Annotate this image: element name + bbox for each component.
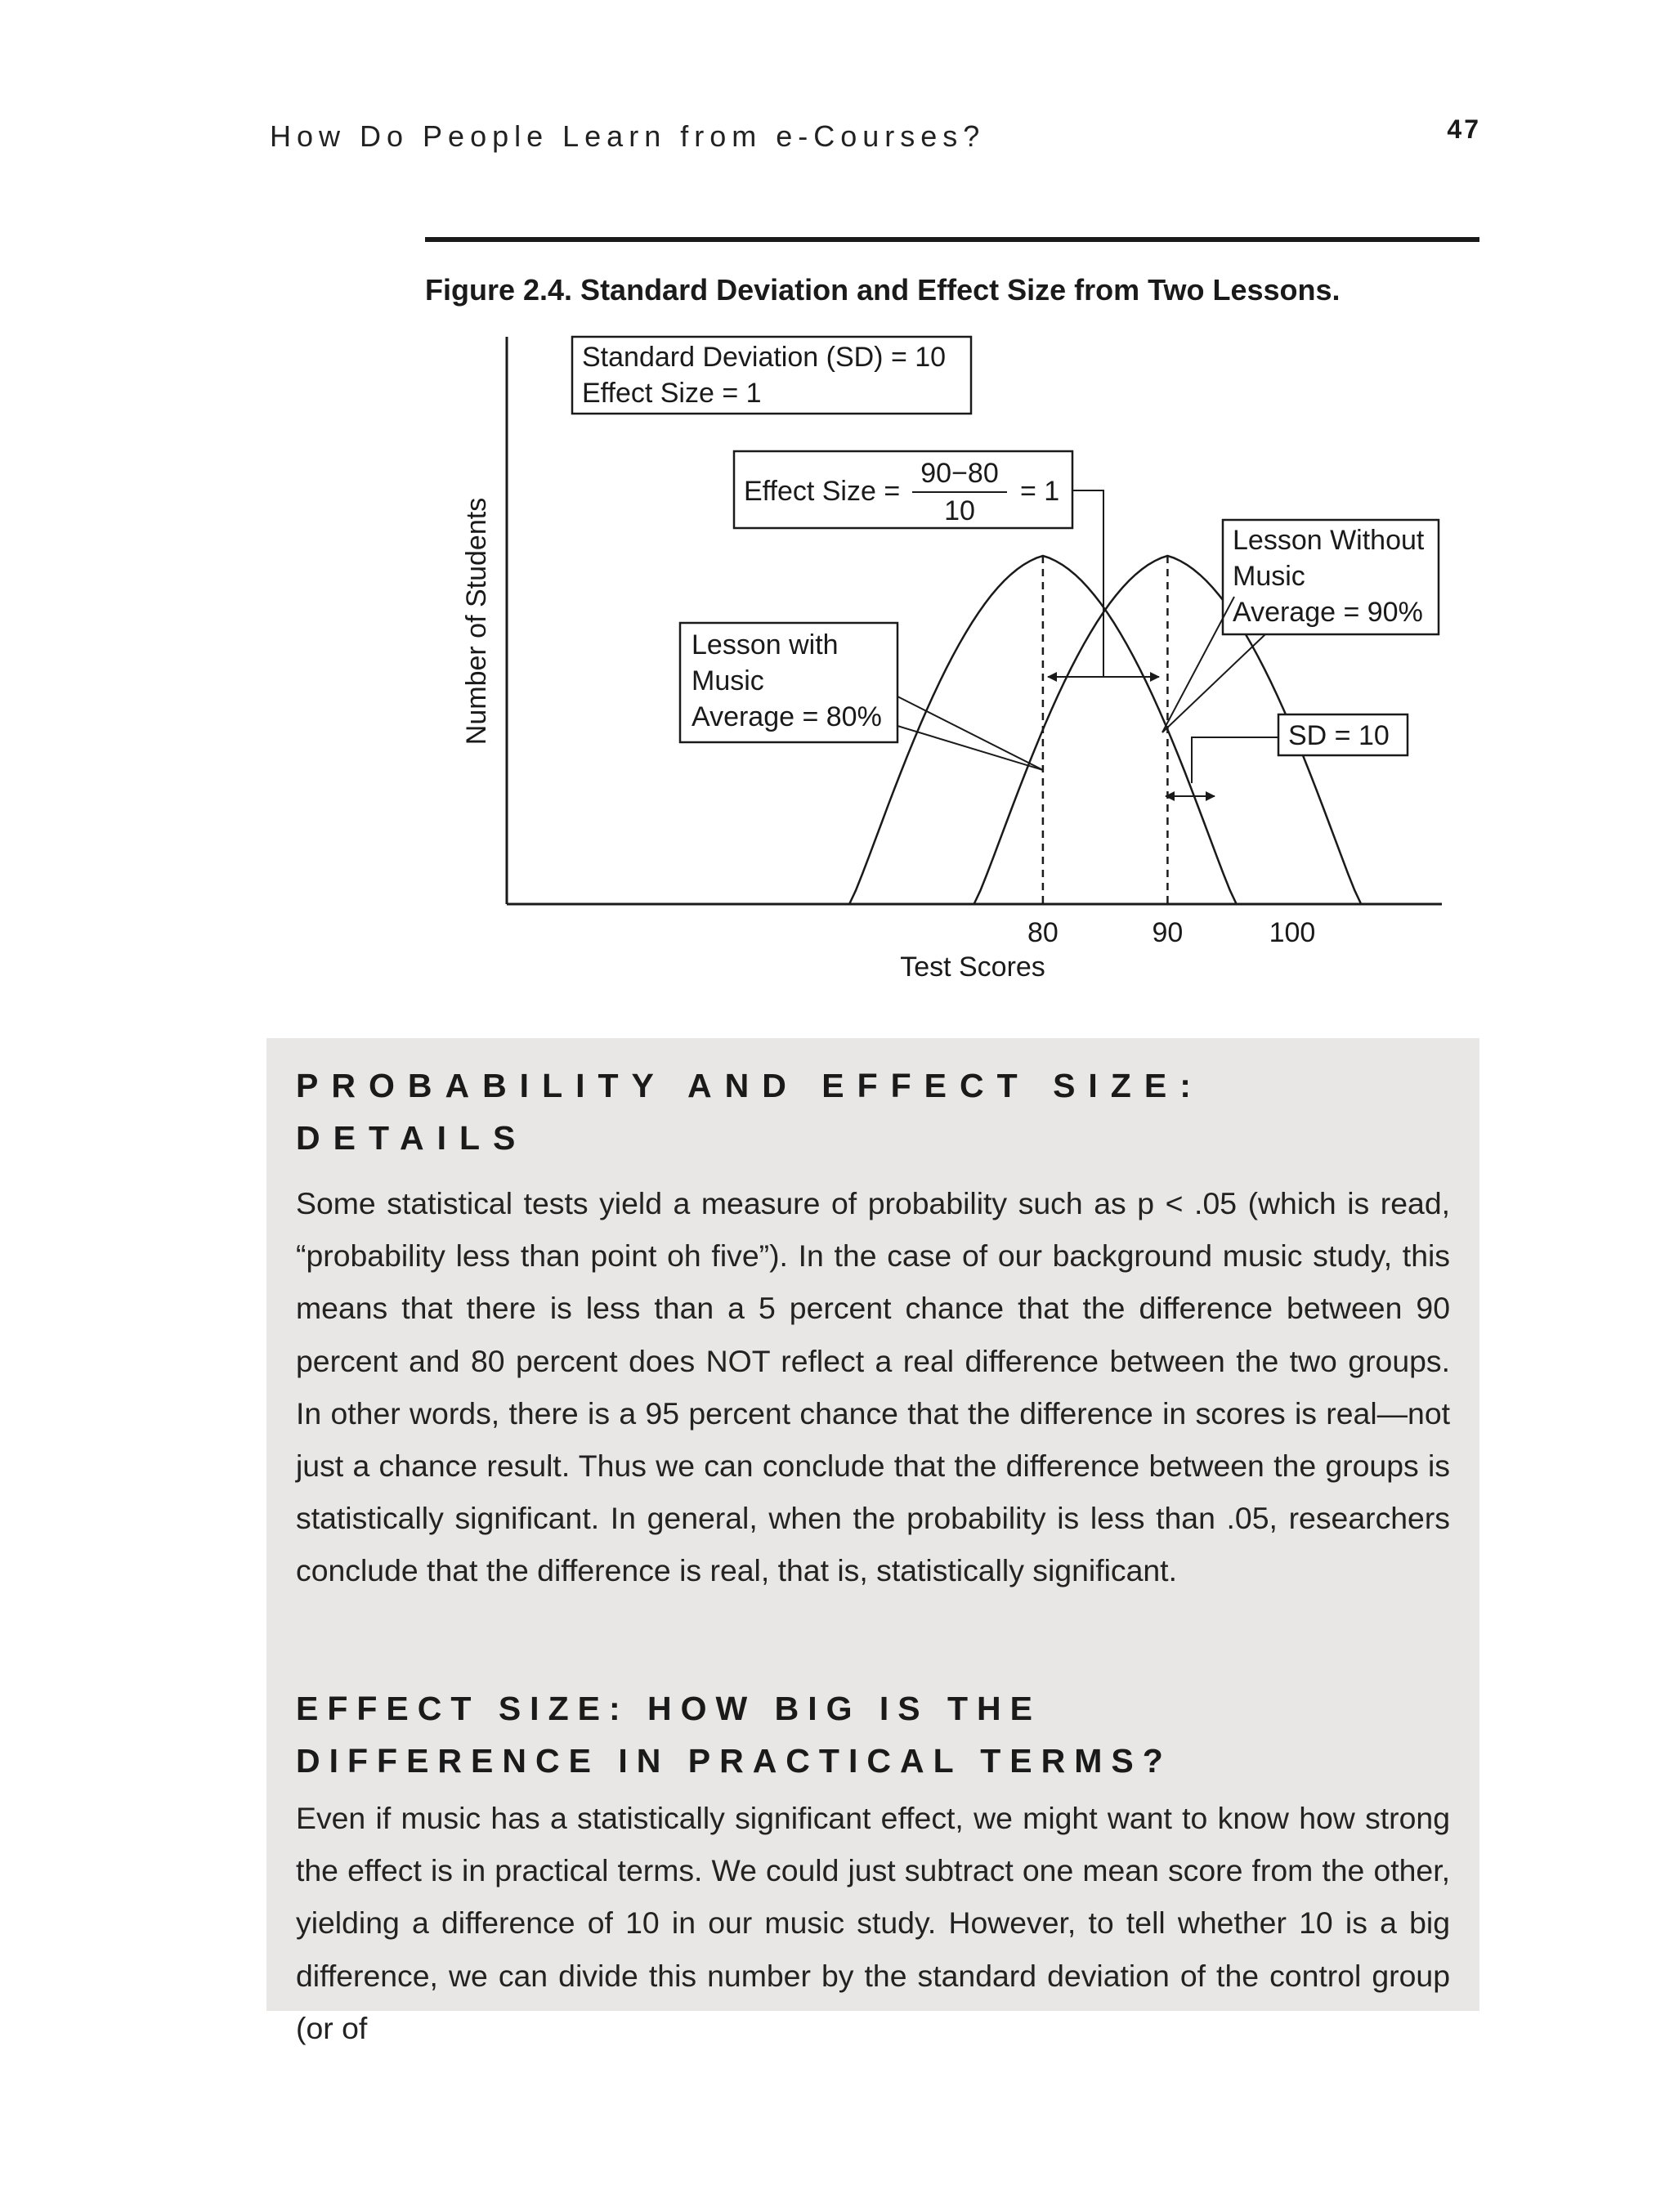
sd-label-text: SD = 10 — [1288, 720, 1390, 751]
effect-size-formula-box — [734, 451, 1072, 528]
without-music-leader-a — [1162, 634, 1265, 732]
formula-result: = 1 — [1020, 476, 1060, 507]
sd-label-leader — [1192, 737, 1278, 783]
y-axis-label: Number of Students — [461, 497, 492, 746]
sidebar-paragraph-details: Some statistical tests yield a measure of probability such as p < .05 (which is read, “probability less than point oh five”). In the case of our background music study, this means that there is less than a 5 percent chance that the difference between 90 percent and 80 percent does NOT reflect a real difference between the two groups. In other words, there is a 95 percent chance that the difference in scores is real—not just a chance result. Thus we can conclude that the difference between the groups is statistically significant. In general, when the probability is less than .05, researchers conclude that the difference is real, that is, statistically significant. — [296, 1186, 1450, 1588]
sidebar-heading-effect-size: EFFECT SIZE: HOW BIG IS THE DIFFERENCE IN PRACTICAL TERMS? — [296, 1690, 1172, 1780]
lesson-without-music-box — [1223, 520, 1439, 634]
figure-caption: Figure 2.4. Standard Deviation and Effect Size from Two Lessons. — [425, 273, 1341, 307]
lesson-with-music-box — [680, 623, 897, 742]
sd-info-line1: Standard Deviation (SD) = 10 — [582, 342, 947, 373]
sd-info-box — [572, 337, 971, 414]
x-tick-labels — [1027, 917, 1315, 948]
page-number: 47 — [1447, 114, 1481, 144]
sd-info-line2: Effect Size = 1 — [582, 378, 762, 409]
x-tick-label-80: 80 — [1027, 917, 1059, 948]
x-tick-label-90: 90 — [1152, 917, 1184, 948]
running-head: How Do People Learn from e-Courses? — [270, 119, 986, 153]
effect-size-figure — [0, 0, 1674, 1014]
lesson-without-music-line1: Lesson Without — [1233, 525, 1425, 556]
lesson-with-music-line2: Music — [692, 665, 764, 696]
x-axis-label: Test Scores — [900, 952, 1045, 983]
sd-label-box — [1278, 714, 1408, 755]
lesson-with-music-line3: Average = 80% — [692, 701, 882, 732]
sidebar-heading-details: PROBABILITY AND EFFECT SIZE: DETAILS — [296, 1067, 1204, 1157]
lesson-without-music-line3: Average = 90% — [1233, 597, 1423, 628]
formula-denominator: 10 — [944, 495, 975, 526]
lesson-with-music-line1: Lesson with — [692, 629, 839, 660]
without-music-leader-b — [1162, 597, 1234, 732]
lesson-without-music-line2: Music — [1233, 561, 1305, 592]
details-sidebar — [266, 1038, 1479, 2045]
dimension-arrows — [1048, 677, 1215, 796]
formula-label: Effect Size = — [744, 476, 901, 507]
formula-numerator: 90−80 — [920, 458, 999, 489]
x-tick-label-100: 100 — [1269, 917, 1316, 948]
sidebar-paragraph-effect-size: Even if music has a statistically significant effect, we might want to know how strong the effect is in practical terms. We could just subtract one mean score from the other, yielding a difference of 10 in our music study. However, to tell whether 10 is a big difference, we can divide this number by the standard deviation of the control group (or of — [296, 1801, 1450, 2045]
effect-size-leader — [1072, 490, 1103, 677]
